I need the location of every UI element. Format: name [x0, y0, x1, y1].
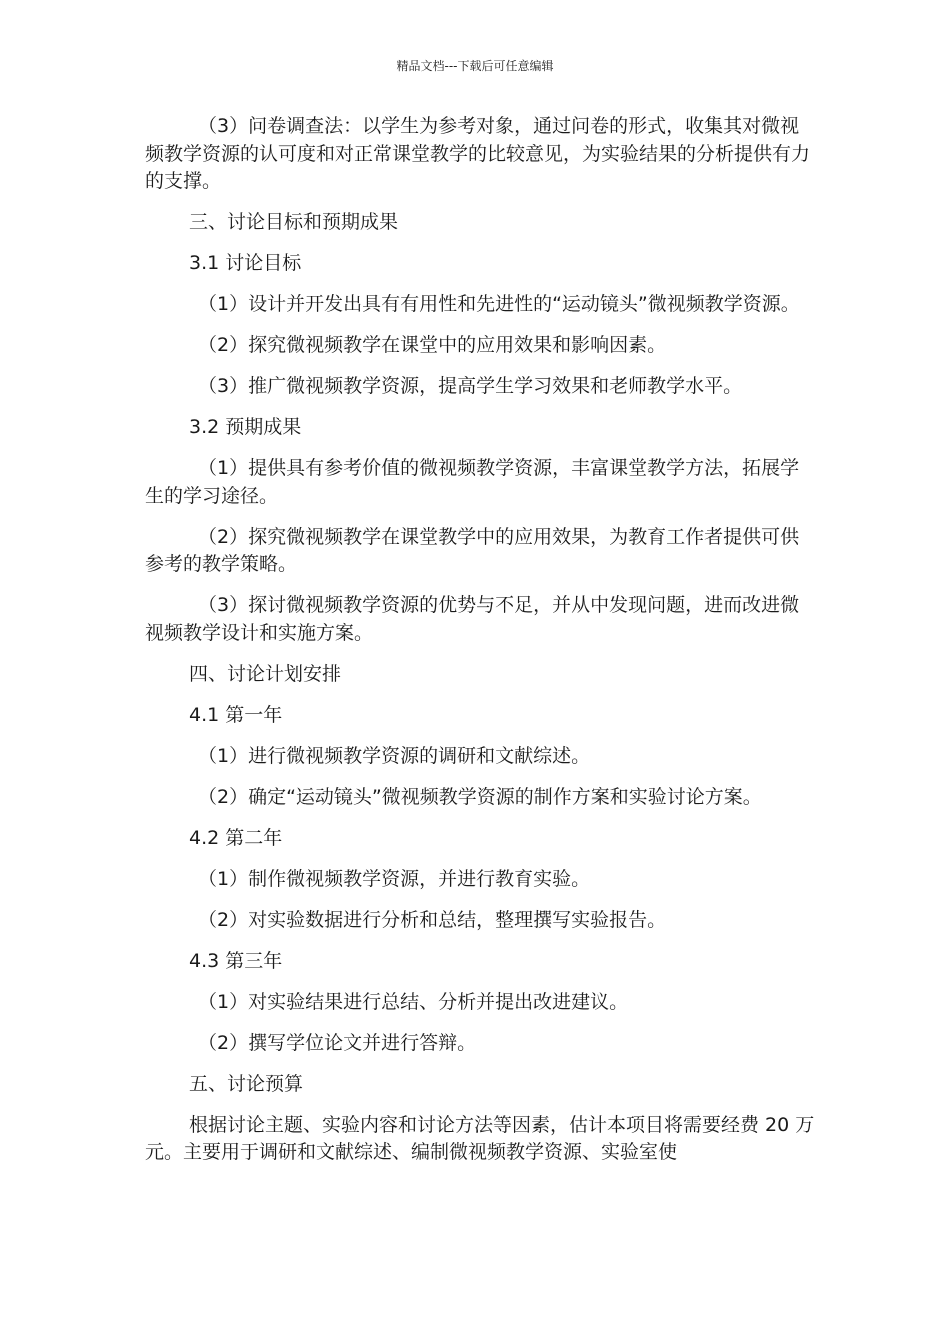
paragraph: 根据讨论主题、实验内容和讨论方法等因素，估计本项目将需要经费 20 万元。主要用于调研和文献综述、编制微视频教学资源、实验室使	[145, 1113, 815, 1163]
list-item: （2）对实验数据进行分析和总结，整理撰写实验报告。	[198, 908, 667, 931]
subsection-heading: 4.2 第二年	[189, 826, 283, 849]
list-item: （3）探讨微视频教学资源的优势与不足，并从中发现问题，进而改进微视频教学设计和实施方案。	[145, 594, 800, 644]
page-header: 精品文档---下载后可任意编辑	[396, 59, 554, 73]
list-item: （2）探究微视频教学在课堂教学中的应用效果，为教育工作者提供可供参考的教学策略。	[145, 525, 800, 575]
document-body	[145, 113, 815, 1167]
subsection-heading: 3.1 讨论目标	[189, 252, 302, 274]
list-item: （1）对实验结果进行总结、分析并提出改进建议。	[198, 990, 629, 1013]
list-item: （2）探究微视频教学在课堂中的应用效果和影响因素。	[198, 334, 667, 356]
section-heading: 四、讨论计划安排	[189, 662, 342, 685]
section-heading: 三、讨论目标和预期成果	[189, 211, 399, 233]
list-item: （2）撰写学位论文并进行答辩。	[198, 1031, 477, 1054]
subsection-heading: 3.2 预期成果	[189, 416, 302, 438]
list-item: （1）进行微视频教学资源的调研和文献综述。	[198, 744, 591, 767]
subsection-heading: 4.1 第一年	[189, 703, 283, 726]
list-item: （1）提供具有参考价值的微视频教学资源，丰富课堂教学方法，拓展学生的学习途径。	[145, 457, 800, 507]
section-heading: 五、讨论预算	[189, 1072, 304, 1095]
paragraph: （3）问卷调查法：以学生为参考对象，通过问卷的形式，收集其对微视频教学资源的认可度和对正常课堂教学的比较意见，为实验结果的分析提供有力的支撑。	[145, 115, 811, 192]
list-item: （1）设计并开发出具有有用性和先进性的“运动镜头”微视频教学资源。	[198, 293, 800, 315]
list-item: （2）确定“运动镜头”微视频教学资源的制作方案和实验讨论方案。	[198, 785, 762, 808]
list-item: （3）推广微视频教学资源，提高学生学习效果和老师教学水平。	[198, 375, 743, 397]
list-item: （1）制作微视频教学资源，并进行教育实验。	[198, 867, 591, 890]
subsection-heading: 4.3 第三年	[189, 949, 283, 972]
